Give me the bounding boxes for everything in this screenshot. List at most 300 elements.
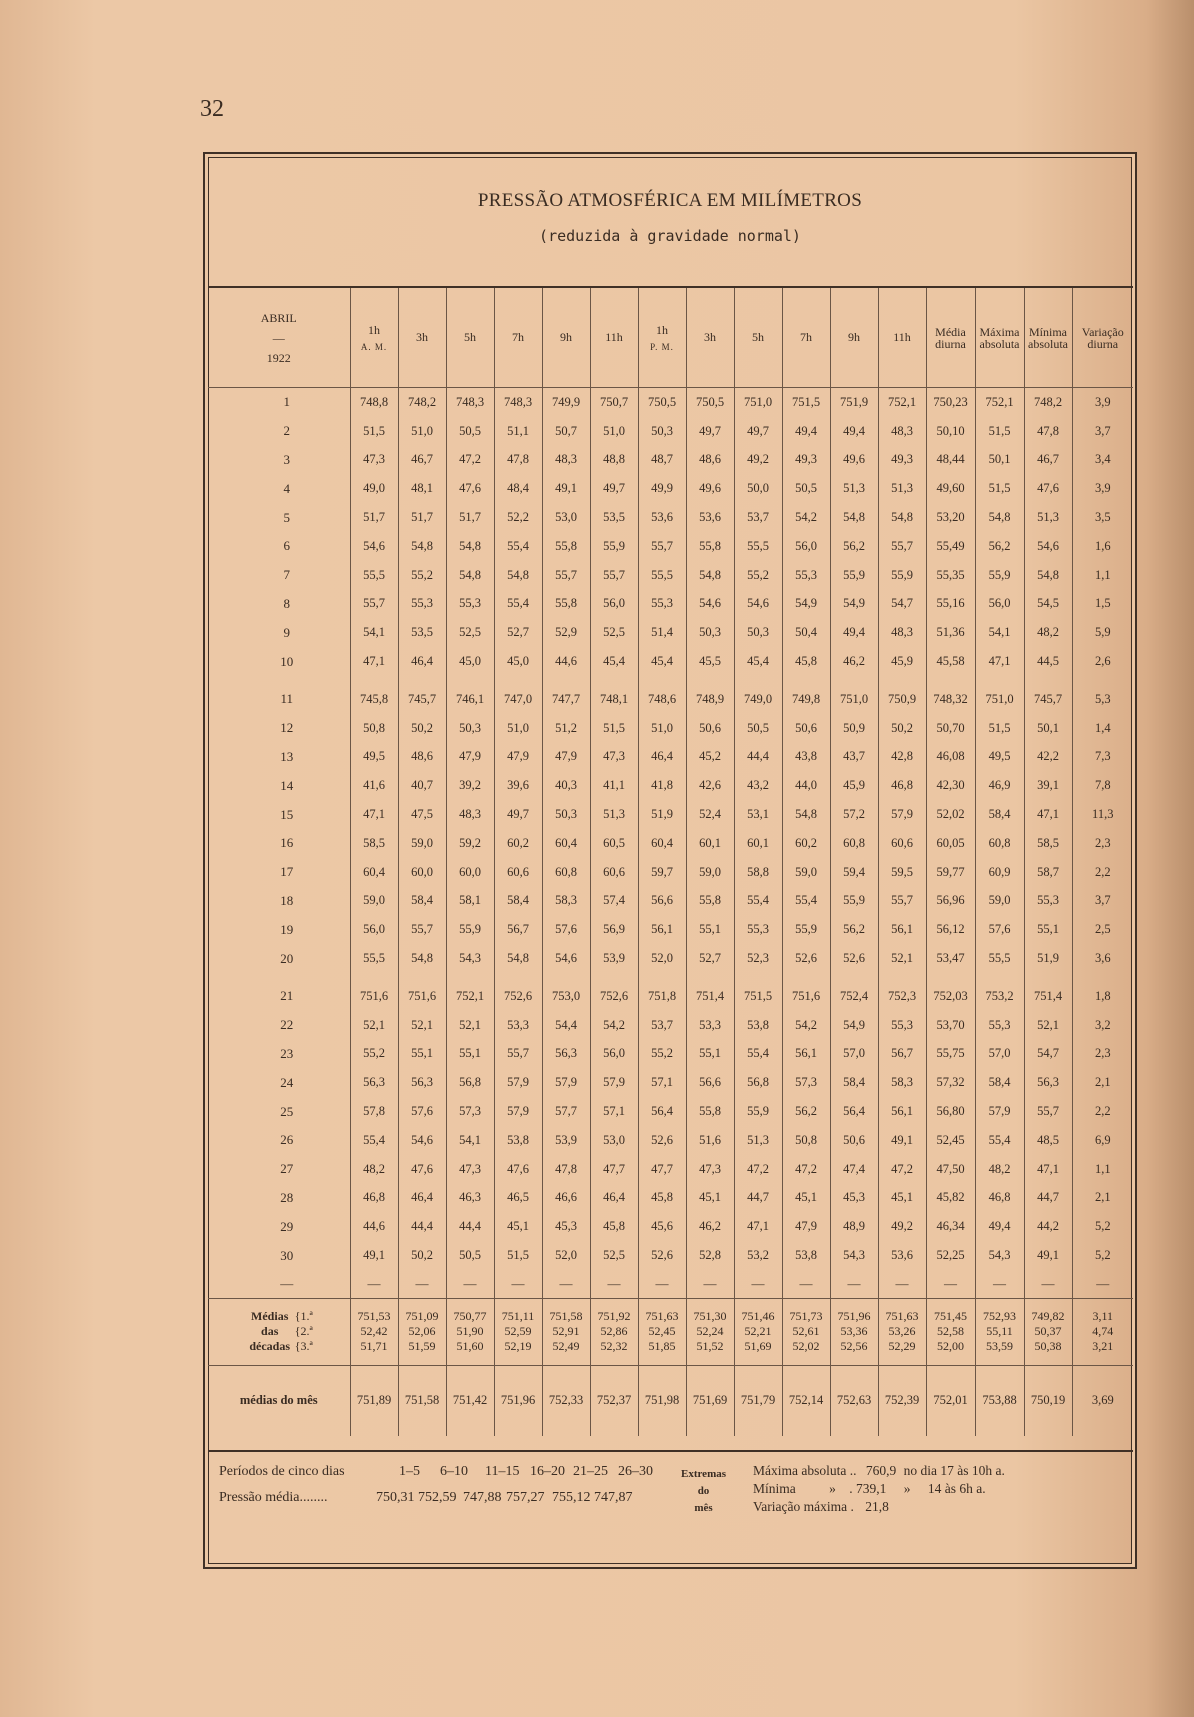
month-mean-value: 751,89 bbox=[350, 1365, 398, 1436]
value-cell: 46,2 bbox=[686, 1212, 734, 1241]
value-cell: 54,6 bbox=[398, 1126, 446, 1155]
day-cell: 10 bbox=[280, 653, 294, 669]
value-cell: 55,3 bbox=[638, 590, 686, 619]
value-cell: 39,6 bbox=[494, 771, 542, 800]
value-cell: 55,4 bbox=[734, 1040, 782, 1069]
value-cell: 50,2 bbox=[398, 1241, 446, 1270]
decade-mean-value: 4,74 bbox=[1092, 1324, 1114, 1339]
value-cell: 56,8 bbox=[446, 1068, 494, 1097]
value-cell: 44,2 bbox=[1024, 1212, 1072, 1241]
value-cell: 47,50 bbox=[926, 1155, 975, 1184]
value-cell: 47,2 bbox=[446, 446, 494, 475]
value-cell: 46,4 bbox=[398, 647, 446, 676]
month-mean-value: 751,96 bbox=[494, 1365, 542, 1436]
month-mean-value: 751,98 bbox=[638, 1365, 686, 1436]
hour-header: 3h bbox=[686, 288, 734, 388]
table-row bbox=[208, 982, 1133, 1011]
value-cell: 45,1 bbox=[494, 1212, 542, 1241]
value-cell: 48,8 bbox=[590, 446, 638, 475]
value-cell: 45,1 bbox=[686, 1184, 734, 1213]
value-cell: 47,3 bbox=[686, 1155, 734, 1184]
value-cell: 46,4 bbox=[590, 1184, 638, 1213]
value-cell: 1,8 bbox=[1072, 982, 1133, 1011]
value-cell: 49,4 bbox=[830, 417, 878, 446]
value-cell: 56,3 bbox=[542, 1040, 590, 1069]
value-cell: 56,7 bbox=[494, 915, 542, 944]
gap-cell bbox=[734, 973, 782, 982]
value-cell: 51,9 bbox=[1024, 944, 1072, 973]
value-cell: 57,9 bbox=[590, 1068, 638, 1097]
value-cell: 7,3 bbox=[1072, 743, 1133, 772]
value-cell: 47,1 bbox=[1024, 800, 1072, 829]
value-cell: 47,7 bbox=[638, 1155, 686, 1184]
decade-means-cell bbox=[494, 1298, 542, 1365]
decade-means-label bbox=[208, 1298, 350, 1365]
value-cell: 48,7 bbox=[638, 446, 686, 475]
footer-divider bbox=[208, 1450, 1133, 1452]
value-cell: 751,5 bbox=[782, 388, 830, 417]
day-cell: 11 bbox=[280, 691, 294, 707]
gap-cell bbox=[446, 973, 494, 982]
value-cell: 39,2 bbox=[446, 771, 494, 800]
value-cell: 53,7 bbox=[734, 503, 782, 532]
decade-mean-value: 51,90 bbox=[456, 1324, 484, 1339]
value-cell: 48,3 bbox=[446, 800, 494, 829]
value-cell: 3,9 bbox=[1072, 388, 1133, 417]
decade-mean-value: 52,21 bbox=[744, 1324, 772, 1339]
decade-means-label-line: das bbox=[261, 1324, 279, 1339]
value-cell: 50,6 bbox=[782, 714, 830, 743]
decade-means-cell bbox=[1024, 1298, 1072, 1365]
decade-mean-value: 52,29 bbox=[888, 1339, 916, 1354]
value-cell: 59,7 bbox=[638, 858, 686, 887]
decade-mean-value: 751,63 bbox=[885, 1309, 919, 1324]
decade-mean-value: 52,45 bbox=[648, 1324, 676, 1339]
decade-mean-value: 751,09 bbox=[405, 1309, 439, 1324]
value-cell: 53,7 bbox=[638, 1011, 686, 1040]
value-cell: 55,5 bbox=[350, 944, 398, 973]
value-cell: 56,96 bbox=[926, 887, 975, 916]
value-cell: 56,1 bbox=[878, 915, 926, 944]
value-cell: 51,3 bbox=[878, 474, 926, 503]
gap-cell bbox=[446, 676, 494, 685]
decade-mean-value: 749,82 bbox=[1031, 1309, 1065, 1324]
value-cell: 50,1 bbox=[1024, 714, 1072, 743]
value-cell: 60,6 bbox=[494, 858, 542, 887]
value-cell: 45,4 bbox=[590, 647, 638, 676]
value-cell: 55,9 bbox=[590, 532, 638, 561]
value-cell: 57,9 bbox=[542, 1068, 590, 1097]
value-cell: 40,3 bbox=[542, 771, 590, 800]
value-cell: 59,0 bbox=[686, 858, 734, 887]
value-cell: 751,0 bbox=[830, 685, 878, 714]
value-cell: 55,5 bbox=[734, 532, 782, 561]
value-cell: 2,6 bbox=[1072, 647, 1133, 676]
gap-cell bbox=[926, 973, 975, 982]
dash-cell: — bbox=[1024, 1270, 1072, 1299]
table-row bbox=[208, 590, 1133, 619]
value-cell: 49,2 bbox=[878, 1212, 926, 1241]
value-cell: 55,4 bbox=[494, 532, 542, 561]
value-cell: 11,3 bbox=[1072, 800, 1133, 829]
gap-cell bbox=[782, 676, 830, 685]
value-cell: 53,8 bbox=[782, 1241, 830, 1270]
day-cell: 23 bbox=[280, 1045, 294, 1061]
value-cell: 54,2 bbox=[782, 503, 830, 532]
stat-header-maxima: Máxima absoluta bbox=[975, 288, 1024, 388]
value-cell: 52,02 bbox=[926, 800, 975, 829]
value-cell: 56,2 bbox=[830, 915, 878, 944]
value-cell: 56,3 bbox=[1024, 1068, 1072, 1097]
table-row bbox=[208, 532, 1133, 561]
value-cell: 745,7 bbox=[1024, 685, 1072, 714]
value-cell: 46,4 bbox=[638, 743, 686, 772]
value-cell: 748,3 bbox=[446, 388, 494, 417]
gap-cell bbox=[208, 973, 350, 982]
decade-mean-value: 52,19 bbox=[504, 1339, 532, 1354]
period-range: 26–30 bbox=[618, 1464, 653, 1479]
day-cell: 26 bbox=[280, 1132, 294, 1148]
value-cell: 59,0 bbox=[975, 887, 1024, 916]
value-cell: 54,6 bbox=[542, 944, 590, 973]
value-cell: 47,2 bbox=[878, 1155, 926, 1184]
value-cell: 54,3 bbox=[975, 1241, 1024, 1270]
value-cell: 47,3 bbox=[590, 743, 638, 772]
value-cell: 47,1 bbox=[734, 1212, 782, 1241]
value-cell: 748,2 bbox=[398, 388, 446, 417]
value-cell: 55,7 bbox=[350, 590, 398, 619]
value-cell: 52,0 bbox=[638, 944, 686, 973]
decade-mean-value: 51,69 bbox=[744, 1339, 772, 1354]
value-cell: 52,4 bbox=[686, 800, 734, 829]
gap-cell bbox=[734, 676, 782, 685]
value-cell: 750,7 bbox=[590, 388, 638, 417]
am-label: A. M. bbox=[360, 342, 388, 352]
gap-cell bbox=[494, 973, 542, 982]
value-cell: 56,4 bbox=[830, 1097, 878, 1126]
decade-mean-value: 751,45 bbox=[934, 1309, 967, 1324]
decade-means-cell bbox=[350, 1298, 398, 1365]
gap-cell bbox=[494, 676, 542, 685]
value-cell: 54,6 bbox=[1024, 532, 1072, 561]
pressure-table bbox=[208, 288, 1133, 1436]
value-cell: 5,2 bbox=[1072, 1212, 1133, 1241]
period-range: 21–25 bbox=[573, 1464, 608, 1479]
value-cell: 748,8 bbox=[350, 388, 398, 417]
value-cell: 752,6 bbox=[494, 982, 542, 1011]
value-cell: 54,8 bbox=[686, 561, 734, 590]
day-cell: 21 bbox=[280, 988, 294, 1004]
value-cell: 56,9 bbox=[590, 915, 638, 944]
pressure-label: Pressão média........ bbox=[219, 1490, 328, 1505]
hour-header: 1h A. M. bbox=[350, 288, 398, 388]
table-row bbox=[208, 1155, 1133, 1184]
value-cell: 55,8 bbox=[542, 532, 590, 561]
gap-cell bbox=[638, 973, 686, 982]
value-cell: 56,1 bbox=[638, 915, 686, 944]
decade-mean-value: 752,93 bbox=[983, 1309, 1016, 1324]
decade-mean-value: 52,91 bbox=[552, 1324, 580, 1339]
value-cell: 53,0 bbox=[590, 1126, 638, 1155]
decade-mean-value: 52,56 bbox=[840, 1339, 868, 1354]
decade-ordinal: {2.ª bbox=[294, 1324, 313, 1339]
value-cell: 55,1 bbox=[1024, 915, 1072, 944]
gap-cell bbox=[975, 676, 1024, 685]
value-cell: 51,3 bbox=[590, 800, 638, 829]
value-cell: 53,5 bbox=[398, 618, 446, 647]
value-cell: 52,1 bbox=[398, 1011, 446, 1040]
value-cell: 55,9 bbox=[782, 915, 830, 944]
decade-means-cell bbox=[398, 1298, 446, 1365]
value-cell: 43,8 bbox=[782, 743, 830, 772]
value-cell: 54,3 bbox=[830, 1241, 878, 1270]
pm-label: P. M. bbox=[650, 342, 674, 352]
value-cell: 55,1 bbox=[398, 1040, 446, 1069]
value-cell: 48,2 bbox=[350, 1155, 398, 1184]
value-cell: 53,9 bbox=[542, 1126, 590, 1155]
table-row bbox=[208, 503, 1133, 532]
value-cell: 48,3 bbox=[542, 446, 590, 475]
value-cell: 54,8 bbox=[398, 532, 446, 561]
value-cell: 50,0 bbox=[734, 474, 782, 503]
value-cell: 56,8 bbox=[734, 1068, 782, 1097]
value-cell: 60,4 bbox=[542, 829, 590, 858]
page-number: 32 bbox=[200, 96, 224, 122]
value-cell: 43,2 bbox=[734, 771, 782, 800]
value-cell: 60,2 bbox=[494, 829, 542, 858]
value-cell: 41,6 bbox=[350, 771, 398, 800]
value-cell: 50,70 bbox=[926, 714, 975, 743]
value-cell: 50,6 bbox=[830, 1126, 878, 1155]
value-cell: 59,77 bbox=[926, 858, 975, 887]
gap-cell bbox=[1072, 973, 1133, 982]
value-cell: 750,23 bbox=[926, 388, 975, 417]
value-cell: 54,7 bbox=[878, 590, 926, 619]
dash-cell: — bbox=[398, 1270, 446, 1299]
dash-cell: — bbox=[446, 1270, 494, 1299]
value-cell: 5,3 bbox=[1072, 685, 1133, 714]
decade-mean-value: 52,32 bbox=[600, 1339, 628, 1354]
value-cell: 54,8 bbox=[975, 503, 1024, 532]
decade-mean-value: 50,38 bbox=[1034, 1339, 1062, 1354]
value-cell: 749,8 bbox=[782, 685, 830, 714]
value-cell: 45,4 bbox=[734, 647, 782, 676]
value-cell: 55,7 bbox=[878, 887, 926, 916]
value-cell: 52,6 bbox=[638, 1126, 686, 1155]
value-cell: 47,8 bbox=[542, 1155, 590, 1184]
value-cell: 43,7 bbox=[830, 743, 878, 772]
value-cell: 2,2 bbox=[1072, 858, 1133, 887]
value-cell: 49,7 bbox=[734, 417, 782, 446]
value-cell: 55,7 bbox=[542, 561, 590, 590]
value-cell: 55,4 bbox=[494, 590, 542, 619]
value-cell: 49,1 bbox=[878, 1126, 926, 1155]
value-cell: 55,7 bbox=[398, 915, 446, 944]
value-cell: 2,3 bbox=[1072, 829, 1133, 858]
value-cell: 749,0 bbox=[734, 685, 782, 714]
year-label: 1922 bbox=[266, 350, 291, 365]
value-cell: 3,5 bbox=[1072, 503, 1133, 532]
month-mean-value: 750,19 bbox=[1024, 1365, 1072, 1436]
value-cell: 47,9 bbox=[782, 1212, 830, 1241]
table-row bbox=[208, 1212, 1133, 1241]
value-cell: 58,5 bbox=[350, 829, 398, 858]
value-cell: 46,4 bbox=[398, 1184, 446, 1213]
value-cell: 3,9 bbox=[1072, 474, 1133, 503]
value-cell: 751,6 bbox=[782, 982, 830, 1011]
value-cell: 52,8 bbox=[686, 1241, 734, 1270]
dash-cell: — bbox=[734, 1270, 782, 1299]
decade-means-cell bbox=[686, 1298, 734, 1365]
gap-cell bbox=[350, 676, 398, 685]
value-cell: 56,7 bbox=[878, 1040, 926, 1069]
value-cell: 51,7 bbox=[350, 503, 398, 532]
value-cell: 750,5 bbox=[686, 388, 734, 417]
value-cell: 44,4 bbox=[446, 1212, 494, 1241]
day-cell: 2 bbox=[283, 423, 290, 439]
table-row bbox=[208, 474, 1133, 503]
decade-means-cell bbox=[638, 1298, 686, 1365]
day-cell: 8 bbox=[283, 595, 290, 611]
value-cell: 47,1 bbox=[350, 800, 398, 829]
month-mean-value: 751,79 bbox=[734, 1365, 782, 1436]
decade-mean-value: 751,11 bbox=[501, 1309, 535, 1324]
value-cell: 42,6 bbox=[686, 771, 734, 800]
decade-mean-value: 751,96 bbox=[837, 1309, 871, 1324]
value-cell: 48,3 bbox=[878, 417, 926, 446]
hour-header: 11h bbox=[878, 288, 926, 388]
value-cell: 46,8 bbox=[350, 1184, 398, 1213]
value-cell: 49,5 bbox=[975, 743, 1024, 772]
value-cell: 45,0 bbox=[446, 647, 494, 676]
value-cell: 58,8 bbox=[734, 858, 782, 887]
value-cell: 53,8 bbox=[494, 1126, 542, 1155]
value-cell: 55,75 bbox=[926, 1040, 975, 1069]
value-cell: 54,8 bbox=[782, 800, 830, 829]
value-cell: 56,0 bbox=[782, 532, 830, 561]
value-cell: 50,3 bbox=[734, 618, 782, 647]
value-cell: 60,1 bbox=[686, 829, 734, 858]
value-cell: 57,9 bbox=[494, 1068, 542, 1097]
gap-cell bbox=[830, 676, 878, 685]
value-cell: 45,1 bbox=[878, 1184, 926, 1213]
value-cell: 51,0 bbox=[494, 714, 542, 743]
month-mean-value: 751,42 bbox=[446, 1365, 494, 1436]
month-label: ABRIL bbox=[260, 310, 297, 325]
value-cell: 50,5 bbox=[734, 714, 782, 743]
value-cell: 47,2 bbox=[782, 1155, 830, 1184]
value-cell: 49,0 bbox=[350, 474, 398, 503]
gap-cell bbox=[686, 676, 734, 685]
value-cell: 46,8 bbox=[878, 771, 926, 800]
value-cell: 58,3 bbox=[542, 887, 590, 916]
value-cell: 51,3 bbox=[1024, 503, 1072, 532]
value-cell: 2,2 bbox=[1072, 1097, 1133, 1126]
value-cell: 51,1 bbox=[494, 417, 542, 446]
hour-header: 5h bbox=[734, 288, 782, 388]
value-cell: 751,6 bbox=[398, 982, 446, 1011]
value-cell: 47,6 bbox=[494, 1155, 542, 1184]
value-cell: 58,1 bbox=[446, 887, 494, 916]
value-cell: 46,8 bbox=[975, 1184, 1024, 1213]
value-cell: 60,0 bbox=[398, 858, 446, 887]
month-dash: — bbox=[272, 330, 285, 345]
value-cell: 47,3 bbox=[350, 446, 398, 475]
table-row bbox=[208, 1040, 1133, 1069]
day-cell: 22 bbox=[280, 1017, 294, 1033]
value-cell: 55,3 bbox=[446, 590, 494, 619]
value-cell: 748,1 bbox=[590, 685, 638, 714]
gap-cell bbox=[1024, 676, 1072, 685]
day-cell: 27 bbox=[280, 1161, 294, 1177]
value-cell: 60,05 bbox=[926, 829, 975, 858]
value-cell: 44,4 bbox=[734, 743, 782, 772]
value-cell: 54,8 bbox=[446, 561, 494, 590]
value-cell: 41,1 bbox=[590, 771, 638, 800]
value-cell: 52,1 bbox=[446, 1011, 494, 1040]
value-cell: 52,25 bbox=[926, 1241, 975, 1270]
value-cell: 57,7 bbox=[542, 1097, 590, 1126]
value-cell: 751,4 bbox=[1024, 982, 1072, 1011]
table-title: PRESSÃO ATMOSFÉRICA EM MILÍMETROS bbox=[477, 190, 863, 211]
dash-cell: — bbox=[542, 1270, 590, 1299]
hour-header: 1h P. M. bbox=[638, 288, 686, 388]
day-cell: 7 bbox=[283, 567, 290, 583]
period-range: 1–5 bbox=[399, 1464, 420, 1479]
value-cell: 51,6 bbox=[686, 1126, 734, 1155]
decade-ordinal: {3.ª bbox=[294, 1339, 313, 1354]
decade-mean-value: 751,46 bbox=[741, 1309, 775, 1324]
value-cell: 55,4 bbox=[782, 887, 830, 916]
gap-cell bbox=[542, 973, 590, 982]
table-row bbox=[208, 618, 1133, 647]
value-cell: 45,58 bbox=[926, 647, 975, 676]
decade-mean-value: 751,92 bbox=[597, 1309, 631, 1324]
value-cell: 44,6 bbox=[350, 1212, 398, 1241]
value-cell: 53,8 bbox=[734, 1011, 782, 1040]
decade-means-cell bbox=[782, 1298, 830, 1365]
value-cell: 55,7 bbox=[878, 532, 926, 561]
value-cell: 47,6 bbox=[446, 474, 494, 503]
value-cell: 49,60 bbox=[926, 474, 975, 503]
table-row bbox=[208, 771, 1133, 800]
table-row bbox=[208, 800, 1133, 829]
day-cell: 6 bbox=[283, 538, 290, 554]
value-cell: 45,1 bbox=[782, 1184, 830, 1213]
value-cell: 57,1 bbox=[638, 1068, 686, 1097]
value-cell: 48,6 bbox=[686, 446, 734, 475]
value-cell: 50,3 bbox=[446, 714, 494, 743]
stat-header-variacao: Variação diurna bbox=[1072, 288, 1133, 388]
value-cell: 53,9 bbox=[590, 944, 638, 973]
dash-cell: — bbox=[590, 1270, 638, 1299]
value-cell: 48,2 bbox=[975, 1155, 1024, 1184]
value-cell: 44,4 bbox=[398, 1212, 446, 1241]
value-cell: 53,2 bbox=[734, 1241, 782, 1270]
value-cell: 50,5 bbox=[446, 1241, 494, 1270]
value-cell: 50,2 bbox=[878, 714, 926, 743]
table-row bbox=[208, 915, 1133, 944]
value-cell: 47,3 bbox=[446, 1155, 494, 1184]
value-cell: 55,1 bbox=[686, 1040, 734, 1069]
value-cell: 2,3 bbox=[1072, 1040, 1133, 1069]
value-cell: 56,6 bbox=[686, 1068, 734, 1097]
value-cell: 51,9 bbox=[638, 800, 686, 829]
value-cell: 7,8 bbox=[1072, 771, 1133, 800]
value-cell: 59,5 bbox=[878, 858, 926, 887]
value-cell: 46,3 bbox=[446, 1184, 494, 1213]
value-cell: 47,9 bbox=[494, 743, 542, 772]
